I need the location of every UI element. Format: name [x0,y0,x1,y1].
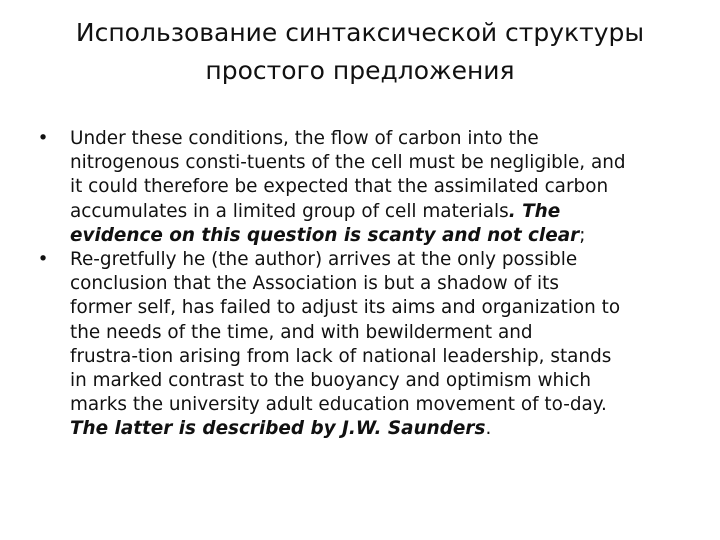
emphasized-text: . The [508,200,561,222]
slide-title-line-2: простого предложения [205,56,515,85]
bullet-marker: • [37,249,49,271]
text-run: frustra-tion arising from lack of national leadership, stands [70,345,612,367]
bullet-item-1 [28,127,698,248]
bullet-marker: • [37,128,49,149]
emphasized-text: evidence on this question is scanty and not clear [70,224,580,246]
text-run: conclusion that the Association is but a shadow of its [70,273,559,295]
text-run: the needs of the time, and with bewilderment and [70,321,533,343]
text-run: former self, has failed to adjust its aims and organization to [70,297,621,319]
bullet-1-line-1 [70,127,698,151]
bullet-2-line-8 [70,417,698,441]
text-run: it could therefore be expected that the assimilated carbon [70,176,609,198]
text-run: in marked contrast to the buoyancy and optimism which [70,370,592,392]
slide-title-line-1: Использование синтаксической структуры [75,18,645,47]
bullet-2-line-3 [70,296,698,320]
text-run: accumulates in a limited group of cell materials [70,200,509,222]
text-run: marks the university adult education movement of to-day. [70,394,607,416]
bullet-2-line-4 [70,321,698,345]
text-run: . [485,418,492,440]
slide-title [40,14,680,90]
bullet-2-line-1 [70,248,698,272]
bullet-1-line-4 [70,200,698,224]
bullet-1-line-3 [70,175,698,199]
bullet-item-2 [28,248,698,442]
text-run: Under these conditions, the flow of carbon into the [70,128,539,149]
bullet-2-line-2 [70,272,698,296]
bullet-2-line-6 [70,369,698,393]
text-run: ; [579,224,586,246]
bullet-1-line-2 [70,151,698,175]
text-run: nitrogenous consti-tuents of the cell must be negligible, and [70,152,626,174]
emphasized-text: The latter is described by J.W. Saunders [70,418,486,440]
slide-body [28,127,698,442]
text-run: Re-gretfully he (the author) arrives at the only possible [70,249,578,271]
bullet-1-line-5 [70,224,698,248]
bullet-2-line-5 [70,345,698,369]
bullet-2-line-7 [70,393,698,417]
